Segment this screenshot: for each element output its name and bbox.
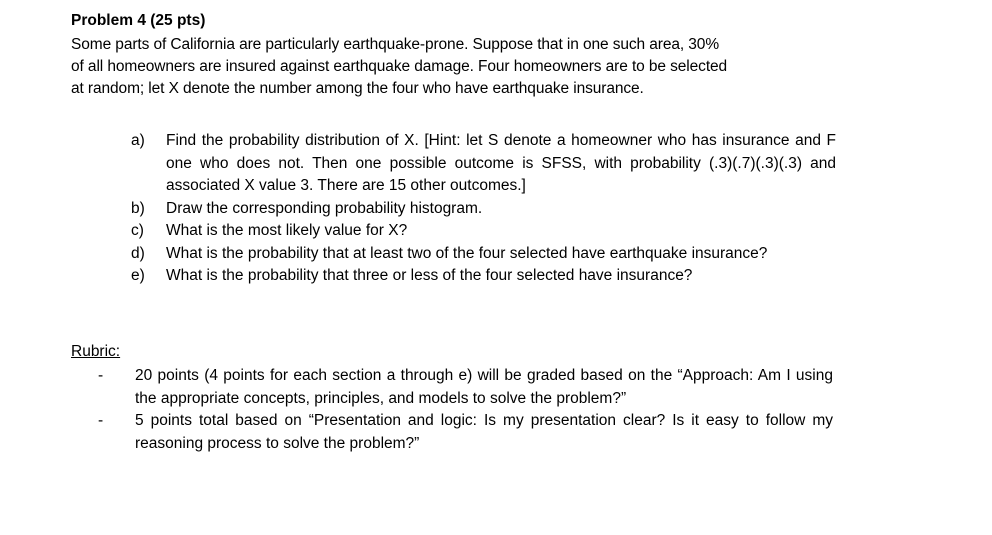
rubric-item-text: 5 points total based on “Presentation and logic: Is my presentation clear? Is it easy to follow my reasoning process to solve the problem?” [135,412,833,452]
intro-line: Some parts of California are particularly earthquake-prone. Suppose that in one such area, 30% [71,36,720,53]
rubric-list [98,365,833,455]
part-marker: d) [131,244,145,262]
problem-part-e [131,265,836,288]
rubric-bullet: - [98,367,104,384]
intro-line: at random; let X denote the number among the four who have earthquake insurance. [71,80,644,97]
part-text: What is the probability that at least two of the four selected have earthquake insurance? [166,244,768,262]
part-marker: a) [131,132,145,149]
part-text: What is the probability that three or less of the four selected have insurance? [166,267,693,284]
part-marker: e) [131,267,145,284]
part-text: Find the probability distribution of X. [Hint: let S denote a homeowner who has insurance and F one who does not. Then one possible outcome is SFSS, with probability (.3)(.7)(.3)(.3) and associated X value 3. There are 15 other outcomes.] [166,132,836,194]
problem-part-a [131,130,836,198]
problem-intro [71,34,841,100]
rubric-item-text: 20 points (4 points for each section a through e) will be graded based on the “Approach: Am I using the appropriate concepts, principles, and models to solve the problem?” [135,367,833,407]
problem-parts-list [131,130,836,288]
rubric-heading: Rubric: [71,343,121,360]
part-marker: b) [131,199,145,217]
problem-part-d [131,243,836,266]
intro-line: of all homeowners are insured against earthquake damage. Four homeowners are to be selected [71,58,728,75]
rubric-item [98,410,833,455]
part-text: What is the most likely value for X? [166,222,408,239]
problem-part-c [131,220,836,243]
problem-title: Problem 4 (25 pts) [71,12,206,29]
part-text: Draw the corresponding probability histogram. [166,199,483,217]
problem-part-b [131,198,836,221]
rubric-item [98,365,833,410]
part-marker: c) [131,222,144,239]
rubric-bullet: - [98,412,104,429]
